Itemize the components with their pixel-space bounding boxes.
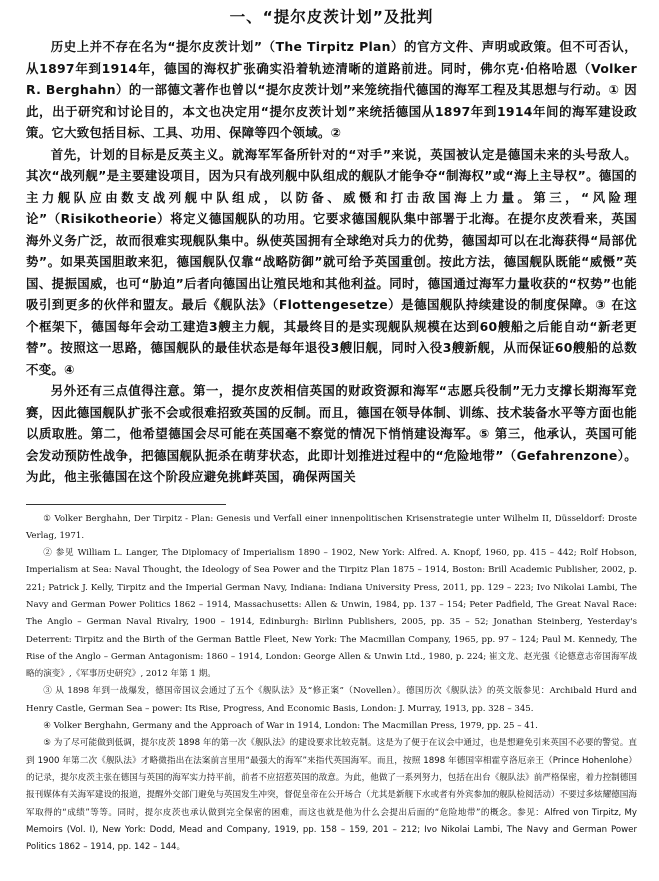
paragraph: 另外还有三点值得注意。第一，提尔皮茨相信英国的财政资源和海军“志愿兵役制”无力支撑长期海军竞赛，因此德国舰队扩张不会或很难招致英国的反制。而且，德国在领导体制、训练、技术装备水平等方面也能以质取胜。第二，他希望德国会尽可能在英国毫不察觉的情况下悄悄建设海军。⑤ 第三，他承认，英国可能会发动预防性战争，把德国舰队扼杀在萌芽状态，此即计划推进过程中的“危险地带”（Gefahrenzone）。为此，他主张德国在这个阶段应避免挑衅英国，确保两国关 bbox=[26, 383, 637, 484]
footnotes bbox=[26, 511, 637, 857]
footnote: ② 参见 William L. Langer, The Diplomacy of Imperialism 1890 – 1902, New York: Alfred. A. Knopf, 1960, pp. 415 – 442; Rolf Hobson, Imperialism at Sea: Naval Thought, the Ideology of Sea Power and the Tirpitz Plan 1875 – 1914, Boston: Brill Academic Publisher, 2002, p. 221; Patrick J. Kelly, Tirpitz and the Imperial German Navy, Indiana: Indiana University Press, 2011, pp. 129 – 223; Ivo Nikolai Lambi, The Navy and German Power Politics 1862 – 1914, Massachusetts: Allen & Unwin, 1984, pp. 137 – 154; Peter Padfield, The Great Naval Race: The Anglo – German Naval Rivalry, 1900 – 1914, Edinburgh: Birlinn Publishers, 2005, pp. 35 – 52; Jonathan Steinberg, Yesterday's Deterrent: Tirpitz and the Birth of the German Battle Fleet, New York: The Macmillan Company, 1965, pp. 97 – 124; Paul M. Kennedy, The Rise of the Anglo – German Antagonism: 1860 – 1914, London: George Allen & Unwin Ltd., 1980, p. 224; 崔文龙、赵光强《论德意志帝国海军战略的演变》,《军事历史研究》, 2012 年第 1 期。 bbox=[26, 548, 637, 680]
footnote: ④ Volker Berghahn, Germany and the Approach of War in 1914, London: The Macmillan Press, 1979, pp. 25 – 41. bbox=[43, 721, 538, 732]
paragraph: 首先，计划的目标是反英主义。就海军军备所针对的“对手”来说，英国被认定是德国未来的头号敌人。其次“战列舰”是主要建设项目，因为只有战列舰中队组成的舰队才能争夺“制海权”或“海上主导权”。德国的主力舰队应由数支战列舰中队组成，以防备、威慑和打击敌国海上力量。第三，“风险理论”（Risikotheorie）将定义德国舰队的功用。它要求德国舰队集中部署于北海。在提尔皮茨看来，英国海外义务广泛，故而很难实现舰队集中。纵使英国拥有全球绝对兵力的优势，德国却可以在北海获得“局部优势”。如果英国胆敢来犯，德国舰队仅靠“战略防御”就可给予英国重创。按此方法，德国舰队既能“威慑”英国、提振国威，也可“胁迫”后者向德国出让殖民地和其他利益。同时，德国通过海军力量收获的“权势”也能吸引到更多的伙伴和盟友。最后《舰队法》（Flottengesetze）是德国舰队持续建设的制度保障。③ 在这个框架下，德国每年会动工建造3艘主力舰，其最终目的是实现舰队规模在达到60艘船之后能自动“新老更替”。按照这一思路，德国舰队的最佳状态是每年退役3艘旧舰，同时入役3艘新舰，从而保证60艘船的总数不变。④ bbox=[26, 146, 637, 377]
section-title: 一、“提尔皮茨计划”及批判 bbox=[229, 8, 434, 26]
footnote: ⑤ 为了尽可能做到低调，提尔皮茨 1898 年的第一次《舰队法》的建设要求比较克制。这是为了便于在议会中通过，也是想避免引来英国不必要的警觉。直到 1900 年第二次《舰队法》才略微指出在法案前言里用“最强大的海军”来指代英国海军。而且，按照 1898 年德国宰相霍亨洛厄亲王（Prince Hohenlohe）的记录，提尔皮茨主张在德国与英国的海军实力持平前，前者不应招惹英国的敌意。为此，他做了一系列努力，包括在出台《舰队法》前严格保密，着力控制德国报刊媒体有关海军建设的报道，提醒外交部门避免与英国发生冲突，督促皇帝在公开场合（尤其是新舰下水或者有外宾参加的舰队检阅活动）不要过多炫耀德国海军取得的“成绩”等等。同时，提尔皮茨也承认做到完全保密的困难，而这也就是他为什么会提出后面的“危险地带”的概念。参见：Alfred von Tirpitz, My Memoirs (Vol. I), New York: Dodd, Mead and Company, 1919, pp. 158 – 159, 201 – 212; Ivo Nikolai Lambi, The Navy and German Power Politics 1862 – 1914, pp. 142 – 144。 bbox=[26, 738, 637, 853]
paragraph: 历史上并不存在名为“提尔皮茨计划”（The Tirpitz Plan）的官方文件、声明或政策。但不可否认，从1897年到1914年，德国的海权扩张确实沿着轨迹清晰的道路前进。同时，佛尔克·伯格哈恩（Volker R. Berghahn）的一部德文著作也曾以“提尔皮茨计划”来笼统指代德国的海军工程及其思想与行动。① 因此，出于研究和讨论目的，本文也决定用“提尔皮茨计划”来统括德国从1897年到1914年间的海军建设政策。它大致包括目标、工具、功用、保障等四个领域。② bbox=[26, 39, 637, 140]
footnote: ① Volker Berghahn, Der Tirpitz - Plan: Genesis und Verfall einer innenpolitischen Krisenstrategie unter Wilhelm II, Düsseldorf: Droste Verlag, 1971. bbox=[26, 513, 637, 541]
body-text bbox=[26, 36, 637, 488]
footnote: ③ 从 1898 年到一战爆发，德国帝国议会通过了五个《舰队法》及“修正案”（Novellen）。德国历次《舰队法》的英文版参见：Archibald Hurd and Henry Castle, German Sea – power: Its Rise, Progress, And Economic Basis, London: J. Murray, 1913, pp. 328 – 345. bbox=[26, 686, 637, 714]
footnote-divider bbox=[26, 504, 226, 505]
